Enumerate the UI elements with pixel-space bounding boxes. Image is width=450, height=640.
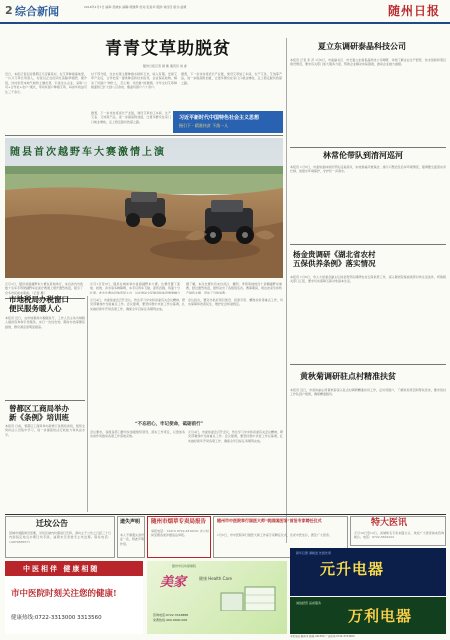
race-story-1: 元月1日至3日，随县在城郊举办首届越野车大赛。比赛设置了泥地、爬坡、涉水等多种障碍，车手们驾车飞驰，泥浆四溅，场面十分壮观。此次比赛由县体育局主办，旨在推动全民健身和体育旅游融合 — [90, 282, 180, 294]
ad-green-sub: 健康 Health Care — [199, 576, 232, 581]
paper-logo[interactable]: 随州日报 — [387, 4, 440, 18]
ad-clinic-phone: 健康热线:0722-3313000 3313560 — [11, 615, 102, 621]
notice-grave-text: 因城市道路建设需要，对该区域内坟墓进行迁移，请坟主于公告之日起三十日内到指定地点办理迁坟手续，逾期未迁者按无主坟处理。联系电话：13972865571 — [9, 531, 111, 544]
ad-clinic-name: 市中医院时刻关注您的健康! — [11, 589, 117, 599]
text-tax-office: 本报讯 近日，在市地税局办税服务厅，工作人员主动为纳税人提供咨询和引导服务，实行一次性告知、限时办结等便民措施，群众满意度明显提高。 — [5, 316, 85, 329]
notice-lost-text: 本人不慎遗失身份证一张，特此声明作废。 — [120, 533, 144, 546]
lead-column-2: 村干部介绍，过去村里主要种植水稻和玉米，收入有限。发展艾草产业后，合作社统一提供种苗和技术指导，企业保底收购，解决了贫困户“种什么、怎么种、卖给谁”的难题。今年全村艾草种植面积已扩大到八百余亩，覆盖贫困户六十余户。 — [91, 72, 177, 90]
ad-green2-brand: 万利电器 — [348, 607, 413, 625]
ad-green-phone: 咨询电话:0722-3316888 免费热线:400-0000-000 — [153, 613, 189, 622]
meeting-quote: “不忘初心，牢记使命，砥砺前行” — [135, 422, 204, 427]
building-illustration — [217, 583, 281, 611]
text-xia-lidong: 本报讯 记者 李 莎 1月6日，市委副书记、市长夏立东到泰晶科技公司调研，详细了解企业生产经营、技术创新和项目建设情况，要求有关部门加大服务力度，帮助企业解决实际困难，推动企业做大做强。 — [290, 58, 446, 67]
masthead-meta: 2016年1月7日 编审:吴晓东 编辑:周继辉 校对:张爱华 照排:刘佳佳 版式:赵靖 — [84, 5, 187, 9]
headline-huang-qiuju[interactable]: 黄秋菊调研驻点村精准扶贫 — [300, 371, 396, 381]
race-story-2: 据了解，本次比赛共有来自武汉、襄阳、孝感等地的四十余辆越野车参赛，经过激烈角逐，最终决出了各组别名次。赛事期间，周边农家乐和特产销售火爆，带动了当地消费。 — [186, 282, 282, 294]
ad-green-top: 随州市妇幼保健院 — [172, 564, 197, 568]
lead-column-3: 据悉，下一步该村将延长产业链，建设艾草加工车间，生产艾条、艾绒等产品，进一步提高附加值，让更多群众在家门口就业增收，走上稳定脱贫致富之路。 — [181, 72, 282, 85]
divider — [5, 400, 85, 401]
divider — [5, 514, 446, 515]
notice-grave-title: 迁坟公告 — [36, 518, 68, 528]
theme-banner-line2: 指引下 · 精准扶贫 不落一人 — [179, 123, 229, 128]
notice-tcm-title: 随州市中医院举行国医大师“桃园国医馆”首批专家聘任仪式 — [217, 518, 322, 523]
headline-tax-office[interactable]: 市地税局办税窗口 便民服务暖人心 — [9, 295, 69, 313]
race-photo-image — [5, 138, 283, 278]
meeting-report-1: 元月4日，市委常委会召开会议，传达学习中央和省委有关会议精神，研究部署我市当前重点工作。会议强调，要坚持稳中求进工作总基调，扎实做好新年开局各项工作，确保全年目标任务顺利完成。 — [90, 298, 185, 311]
divider — [290, 364, 446, 365]
meeting-report-2: 会议指出，要突出抓好项目建设、招商引资、精准扶贫等重点工作，切实保障和改善民生，维护社会和谐稳定。 — [188, 298, 283, 307]
meeting-report-4: 元月4日，市委常委会召开会议，传达学习中央和省委有关会议精神，研究部署我市当前重点工作。会议强调，要坚持稳中求进工作总基调，扎实做好新年开局各项工作，确保全年目标任务顺利完成。 — [188, 430, 283, 443]
race-photo[interactable] — [5, 138, 283, 278]
meeting-report-3: 会议要求，各级各部门要切实加强组织领导，落实工作责任，以更加务实的作风推动各项工作落地见效。 — [90, 430, 185, 439]
lead-byline: 随州日报记者 颜 臻 通讯员 刘 睿 — [143, 64, 187, 68]
ad-green-brand: 美家 — [160, 575, 187, 590]
text-lin-changlun: 本报讯 1月5日，市委常委林常伦带队巡查淯河，实地察看河道保洁、排污口整治及沿岸环境情况，强调要全面落实河长制，加强水环境保护，守护好一河清水。 — [290, 165, 446, 174]
headline-lin-changlun[interactable]: 林常伦带队到淯河巡河 — [323, 150, 403, 160]
column-rule — [87, 296, 88, 512]
lead-column-2b: 据悉，下一步该村将延长产业链，建设艾草加工车间，生产艾条、艾绒等产品，进一步提高附加值，让更多群众在家门口就业增收，走上稳定脱贫致富之路。 — [91, 111, 171, 124]
lead-headline[interactable]: 青青艾草助脱贫 — [105, 39, 231, 59]
divider — [290, 147, 446, 148]
ad-dark-brand: 元升电器 — [320, 560, 385, 578]
ad-appliance-store-1[interactable] — [290, 548, 446, 596]
photo-title[interactable]: 随县首次越野车大赛激情上演 — [10, 147, 166, 158]
notice-lost[interactable] — [117, 516, 145, 558]
masthead-rule — [0, 22, 450, 24]
ad-tcm-clinic[interactable] — [5, 561, 143, 634]
ad-clinic-slogan: 中医相伴 健康相随 — [23, 564, 100, 573]
text-yang-jingui: 本报讯 1月6日，市人大常委会副主任杨金贵带队调研农村五保供养工作，深入敬老院察看供养对象生活条件，听取相关部门汇报，要求切实保障五保对象基本生活。 — [290, 275, 446, 284]
notice-medical[interactable] — [350, 516, 446, 546]
section-title: 综合新闻 — [15, 5, 59, 18]
divider — [290, 244, 446, 245]
notice-tobacco-text: 举报电话：12313 0722-3310231 办公时间受理各类涉烟违法举报。 — [151, 529, 209, 538]
ad-dark-tagline: 新年巨惠 满就送 先到先得 — [296, 551, 331, 555]
ad-maternal-hospital[interactable] — [147, 561, 287, 634]
theme-banner-line1: 习近平新时代中国特色社会主义思想 — [179, 115, 260, 121]
headline-industry-bureau[interactable]: 曾都区工商局举办 新《条例》培训班 — [9, 404, 69, 422]
notice-medical-title: 特大医讯 — [371, 518, 408, 528]
notice-medical-text: 元月10日至12日，省城知名专家来随义诊，欢迎广大患者前来咨询就诊。电话：0722-3302222 — [354, 531, 444, 540]
notice-tcm-text: 1月5日，市中医院举行国医大师工作室专家聘任仪式，名老中医坐诊，惠及广大患者。 — [217, 533, 332, 537]
headline-yang-jingui[interactable]: 杨金贵调研《湖北省农村 五保供养条例》落实情况 — [293, 250, 376, 268]
ad-green2-tagline: 诚信经营 品质服务 — [296, 601, 321, 605]
text-huang-qiuju: 本报讯 近日，市政协副主席黄秋菊深入驻点村调研精准扶贫工作，走访贫困户，了解致贫原因和帮扶需求，要求驻村工作队因户施策，确保精准脱贫。 — [290, 388, 446, 397]
lead-column-1: 近日，本报记者走进曾都区万店镇某村，在艾草种植基地里，一片片艾草长势喜人，村民们正在田间忙着除草施肥。据介绍，该村依托本地气候和土壤优势，引进龙头企业，采取“公司+合作社+农户”模式，带动贫困户种植艾草，每亩年收益可达三千余元。 — [5, 72, 87, 94]
page-number: 2 — [5, 4, 13, 17]
column-rule — [286, 38, 287, 543]
text-industry-bureau: 本报讯 日前，曾都区工商局举办新修订条例培训班，组织全局执法人员集中学习，进一步提高依法行政能力和执法水平。 — [5, 424, 85, 437]
notice-tobacco-title: 随州市烟草专卖局报告 — [151, 519, 207, 525]
photo-caption: 元月1日，随县首届越野车大赛在某地举行，来自省内外的数十名车手驾驶越野车在泥泞赛道上展开激烈角逐，吸引了众多市民前来观看。（记者 摄） — [5, 282, 83, 295]
notice-grave-relocation[interactable] — [5, 516, 115, 558]
notice-lost-title: 遗失声明 — [120, 519, 141, 525]
masthead — [0, 0, 450, 24]
headline-xia-lidong[interactable]: 夏立东调研泰晶科技公司 — [318, 41, 406, 51]
page-footer: 本报地址:随州市 邮编:441300 广告热线:0722-3313000 — [290, 635, 355, 638]
divider — [5, 135, 283, 136]
ad-appliance-store-2[interactable] — [290, 597, 446, 634]
notice-tobacco[interactable] — [147, 516, 211, 558]
